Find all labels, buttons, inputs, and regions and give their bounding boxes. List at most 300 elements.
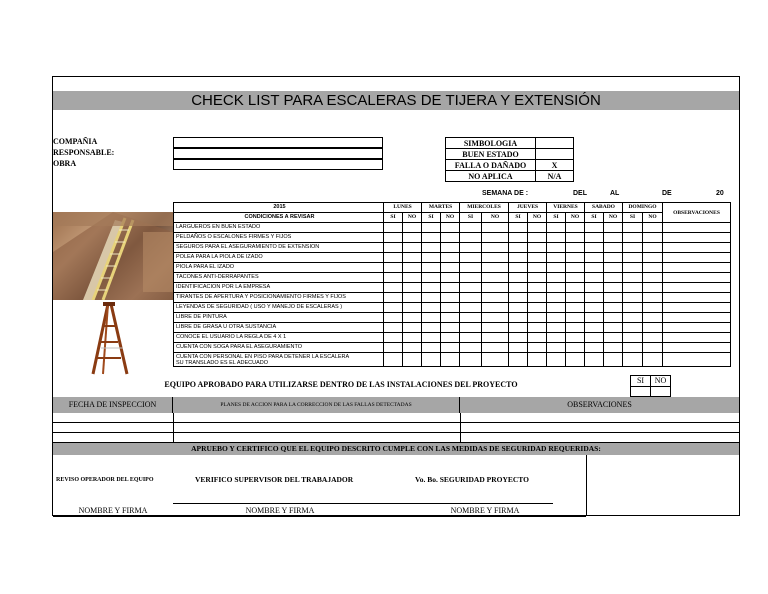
symbology-heading-blank <box>536 138 574 149</box>
check-cell[interactable] <box>509 313 528 323</box>
week-de-label: DE <box>662 190 672 197</box>
check-cell[interactable] <box>585 243 604 253</box>
check-cell[interactable] <box>566 353 585 367</box>
supervisor-name-sign: NOMBRE Y FIRMA <box>245 506 315 515</box>
check-cell[interactable] <box>643 353 663 367</box>
check-cell[interactable] <box>566 253 585 263</box>
observation-cell[interactable] <box>663 273 731 283</box>
check-cell[interactable] <box>460 223 482 233</box>
checklist-row <box>174 293 731 303</box>
check-cell[interactable] <box>528 223 547 233</box>
check-cell[interactable] <box>566 313 585 323</box>
si-header: SI <box>623 213 643 223</box>
observation-cell[interactable] <box>663 303 731 313</box>
check-cell[interactable] <box>528 283 547 293</box>
approval-text: EQUIPO APROBADO PARA UTILIZARSE DENTRO DE LAS INSTALACIONES DEL PROYECTO <box>164 380 518 389</box>
check-cell[interactable] <box>623 263 643 273</box>
no-header: NO <box>528 213 547 223</box>
si-header: SI <box>509 213 528 223</box>
check-cell[interactable] <box>566 283 585 293</box>
observation-cell[interactable] <box>663 233 731 243</box>
check-cell[interactable] <box>528 233 547 243</box>
check-cell[interactable] <box>441 313 460 323</box>
check-cell[interactable] <box>585 283 604 293</box>
check-cell[interactable] <box>403 263 422 273</box>
approval-no-box[interactable] <box>651 387 671 397</box>
check-cell[interactable] <box>643 223 663 233</box>
check-cell[interactable] <box>547 273 566 283</box>
checklist-row <box>174 273 731 283</box>
no-header: NO <box>643 213 663 223</box>
check-cell[interactable] <box>547 333 566 343</box>
check-cell[interactable] <box>422 303 441 313</box>
check-cell[interactable] <box>460 343 482 353</box>
page-title: CHECK LIST PARA ESCALERAS DE TIJERA Y EXTENSIÓN <box>53 91 739 110</box>
symbology-table <box>445 137 574 182</box>
check-cell[interactable] <box>623 223 643 233</box>
check-cell[interactable] <box>509 223 528 233</box>
check-cell[interactable] <box>384 283 403 293</box>
check-cell[interactable] <box>460 353 482 367</box>
checklist-table <box>173 202 731 367</box>
check-cell[interactable] <box>509 283 528 293</box>
checklist-item-label: TIRANTES DE APERTURA Y POSICIONAMIENTO FIRMES Y FIJOS <box>174 293 384 303</box>
approval-si-box[interactable] <box>631 387 651 397</box>
check-cell[interactable] <box>441 243 460 253</box>
checklist-item-last-line2: SU TRANSLADO ES EL ADECUADO <box>176 359 268 366</box>
check-cell[interactable] <box>403 353 422 367</box>
check-cell[interactable] <box>643 303 663 313</box>
checklist-row <box>174 323 731 333</box>
check-cell[interactable] <box>585 323 604 333</box>
check-cell[interactable] <box>441 273 460 283</box>
check-cell[interactable] <box>528 303 547 313</box>
approval-no-label: NO <box>651 376 671 387</box>
check-cell[interactable] <box>403 243 422 253</box>
check-cell[interactable] <box>547 353 566 367</box>
check-cell[interactable] <box>623 313 643 323</box>
checklist-row <box>174 313 731 323</box>
check-cell[interactable] <box>585 263 604 273</box>
responsible-field[interactable] <box>173 148 383 159</box>
ladder-site-image <box>53 212 173 300</box>
check-cell[interactable] <box>528 243 547 253</box>
check-cell[interactable] <box>482 233 509 243</box>
check-cell[interactable] <box>384 343 403 353</box>
check-cell[interactable] <box>482 303 509 313</box>
checklist-item-label: LIBRE DE PINTURA <box>174 313 384 323</box>
check-cell[interactable] <box>509 333 528 343</box>
check-cell[interactable] <box>566 223 585 233</box>
certification-text: APRUEBO Y CERTIFICO QUE EL EQUIPO DESCRITO CUMPLE CON LAS MEDIDAS DE SEGURIDAD REQUERIDAS: <box>53 443 739 455</box>
check-cell[interactable] <box>460 253 482 263</box>
check-cell[interactable] <box>585 273 604 283</box>
symbol-value-good <box>536 149 574 160</box>
check-cell[interactable] <box>585 333 604 343</box>
observation-cell[interactable] <box>663 253 731 263</box>
check-cell[interactable] <box>460 303 482 313</box>
observation-cell[interactable] <box>663 283 731 293</box>
no-header: NO <box>604 213 623 223</box>
check-cell[interactable] <box>384 323 403 333</box>
check-cell[interactable] <box>482 353 509 367</box>
week-label: SEMANA DE : <box>482 190 529 197</box>
check-cell[interactable] <box>460 283 482 293</box>
check-cell[interactable] <box>604 233 623 243</box>
check-cell[interactable] <box>384 263 403 273</box>
day-header-monday: LUNES <box>384 203 422 213</box>
plan-row[interactable] <box>53 433 739 443</box>
check-cell[interactable] <box>460 243 482 253</box>
si-header: SI <box>460 213 482 223</box>
check-cell[interactable] <box>643 343 663 353</box>
check-cell[interactable] <box>643 323 663 333</box>
approval-si-label: SI <box>631 376 651 387</box>
check-cell[interactable] <box>643 293 663 303</box>
check-cell[interactable] <box>482 313 509 323</box>
check-cell[interactable] <box>422 323 441 333</box>
check-cell[interactable] <box>547 343 566 353</box>
check-cell[interactable] <box>623 283 643 293</box>
check-cell[interactable] <box>384 333 403 343</box>
check-cell[interactable] <box>643 283 663 293</box>
plan-row[interactable] <box>53 413 739 423</box>
check-cell[interactable] <box>604 313 623 323</box>
day-header-saturday: SABADO <box>585 203 623 213</box>
checklist-item-label: TACONES ANTI-DERRAPANTES <box>174 273 384 283</box>
checklist-row <box>174 283 731 293</box>
check-cell[interactable] <box>566 233 585 243</box>
check-cell[interactable] <box>585 223 604 233</box>
check-cell[interactable] <box>585 293 604 303</box>
checklist-item-label: CONOCE EL USUARIO LA REGLA DE 4 X 1 <box>174 333 384 343</box>
week-al-label: AL <box>610 190 620 197</box>
symbology-heading: SIMBOLOGIA <box>446 138 536 149</box>
check-cell[interactable] <box>604 243 623 253</box>
observation-cell[interactable] <box>663 313 731 323</box>
work-field[interactable] <box>173 159 383 170</box>
check-cell[interactable] <box>384 253 403 263</box>
check-cell[interactable] <box>547 243 566 253</box>
check-cell[interactable] <box>547 223 566 233</box>
check-cell[interactable] <box>509 273 528 283</box>
check-cell[interactable] <box>528 343 547 353</box>
day-header-thursday: JUEVES <box>509 203 547 213</box>
check-cell[interactable] <box>441 283 460 293</box>
step-ladder-icon <box>53 300 173 378</box>
check-cell[interactable] <box>604 353 623 367</box>
check-cell[interactable] <box>643 263 663 273</box>
check-cell[interactable] <box>566 323 585 333</box>
checklist-row <box>174 233 731 243</box>
check-cell[interactable] <box>604 263 623 273</box>
check-cell[interactable] <box>604 303 623 313</box>
check-cell[interactable] <box>604 253 623 263</box>
check-cell[interactable] <box>441 343 460 353</box>
work-label: OBRA <box>53 159 77 168</box>
check-cell[interactable] <box>482 273 509 283</box>
check-cell[interactable] <box>604 323 623 333</box>
check-cell[interactable] <box>585 233 604 243</box>
checklist-item-label: LEYENDAS DE SEGURIDAD ( USO Y MANEJO DE ESCALERAS ) <box>174 303 384 313</box>
check-cell[interactable] <box>604 283 623 293</box>
check-cell[interactable] <box>441 233 460 243</box>
checklist-item-last <box>174 353 384 367</box>
check-cell[interactable] <box>422 243 441 253</box>
check-cell[interactable] <box>585 353 604 367</box>
check-cell[interactable] <box>509 353 528 367</box>
check-cell[interactable] <box>528 253 547 263</box>
operator-signature-label: REVISO OPERADOR DEL EQUIPO <box>56 477 154 483</box>
check-cell[interactable] <box>403 223 422 233</box>
plan-divider <box>173 413 174 443</box>
checklist-item-label: PIOLA PARA EL IZADO <box>174 263 384 273</box>
checklist-row <box>174 253 731 263</box>
check-cell[interactable] <box>623 253 643 263</box>
check-cell[interactable] <box>547 263 566 273</box>
check-cell[interactable] <box>566 273 585 283</box>
conditions-header: CONDICIONES A REVISAR <box>174 213 384 223</box>
check-cell[interactable] <box>528 323 547 333</box>
signature-box-divider <box>586 455 587 516</box>
step-ladder-drawing <box>53 300 173 378</box>
signature-line <box>173 503 553 504</box>
check-cell[interactable] <box>528 273 547 283</box>
check-cell[interactable] <box>604 273 623 283</box>
check-cell[interactable] <box>547 233 566 243</box>
observation-cell[interactable] <box>663 323 731 333</box>
checklist-item-label: IDENTIFICACION POR LA EMPRESA <box>174 283 384 293</box>
si-header: SI <box>585 213 604 223</box>
check-cell[interactable] <box>585 313 604 323</box>
day-header-wednesday: MIERCOLES <box>460 203 509 213</box>
plan-row[interactable] <box>53 423 739 433</box>
check-cell[interactable] <box>623 303 643 313</box>
observation-cell[interactable] <box>663 293 731 303</box>
check-cell[interactable] <box>422 263 441 273</box>
check-cell[interactable] <box>528 353 547 367</box>
check-cell[interactable] <box>528 293 547 303</box>
signature-line-bottom <box>173 516 586 517</box>
checklist-item-last-line1: CUENTA CON PERSONAL EN PISO PARA DETENER LA ESCALERA <box>176 353 350 360</box>
check-cell[interactable] <box>547 323 566 333</box>
observation-cell[interactable] <box>663 343 731 353</box>
observation-cell[interactable] <box>663 353 731 367</box>
check-cell[interactable] <box>547 253 566 263</box>
check-cell[interactable] <box>384 353 403 367</box>
check-cell[interactable] <box>566 263 585 273</box>
day-header-sunday: DOMINGO <box>623 203 663 213</box>
check-cell[interactable] <box>585 303 604 313</box>
observation-cell[interactable] <box>663 243 731 253</box>
check-cell[interactable] <box>643 273 663 283</box>
check-cell[interactable] <box>547 303 566 313</box>
check-cell[interactable] <box>403 313 422 323</box>
check-cell[interactable] <box>482 323 509 333</box>
check-cell[interactable] <box>482 253 509 263</box>
check-cell[interactable] <box>460 323 482 333</box>
check-cell[interactable] <box>623 333 643 343</box>
check-cell[interactable] <box>604 223 623 233</box>
check-cell[interactable] <box>509 233 528 243</box>
check-cell[interactable] <box>422 293 441 303</box>
check-cell[interactable] <box>403 283 422 293</box>
check-cell[interactable] <box>403 303 422 313</box>
check-cell[interactable] <box>441 333 460 343</box>
check-cell[interactable] <box>623 323 643 333</box>
check-cell[interactable] <box>384 223 403 233</box>
check-cell[interactable] <box>422 343 441 353</box>
check-cell[interactable] <box>403 343 422 353</box>
check-cell[interactable] <box>643 333 663 343</box>
check-cell[interactable] <box>509 263 528 273</box>
company-field[interactable] <box>173 137 383 148</box>
symbol-value-damaged: X <box>536 160 574 171</box>
check-cell[interactable] <box>422 353 441 367</box>
check-cell[interactable] <box>422 273 441 283</box>
inspection-date-header: FECHA DE INSPECCION <box>53 397 173 413</box>
check-cell[interactable] <box>623 343 643 353</box>
check-cell[interactable] <box>441 293 460 303</box>
check-cell[interactable] <box>643 253 663 263</box>
check-cell[interactable] <box>623 233 643 243</box>
checklist-row <box>174 333 731 343</box>
check-cell[interactable] <box>528 313 547 323</box>
check-cell[interactable] <box>403 233 422 243</box>
check-cell[interactable] <box>441 263 460 273</box>
check-cell[interactable] <box>403 253 422 263</box>
checklist-item-label: LIBRE DE GRASA U OTRA SUSTANCIA <box>174 323 384 333</box>
checklist-row <box>174 243 731 253</box>
check-cell[interactable] <box>623 273 643 283</box>
check-cell[interactable] <box>509 243 528 253</box>
check-cell[interactable] <box>643 233 663 243</box>
check-cell[interactable] <box>482 293 509 303</box>
operator-name-sign: NOMBRE Y FIRMA <box>78 506 148 515</box>
check-cell[interactable] <box>460 263 482 273</box>
symbol-label-damaged: FALLA O DAÑADO <box>446 160 536 171</box>
check-cell[interactable] <box>482 343 509 353</box>
check-cell[interactable] <box>482 333 509 343</box>
check-cell[interactable] <box>509 323 528 333</box>
day-header-friday: VIERNES <box>547 203 585 213</box>
check-cell[interactable] <box>547 283 566 293</box>
week-del-label: DEL <box>573 190 587 197</box>
check-cell[interactable] <box>460 313 482 323</box>
check-cell[interactable] <box>441 253 460 263</box>
observation-cell[interactable] <box>663 223 731 233</box>
check-cell[interactable] <box>422 253 441 263</box>
si-header: SI <box>384 213 403 223</box>
plan-observations-header: OBSERVACIONES <box>567 400 632 409</box>
check-cell[interactable] <box>460 273 482 283</box>
company-label: COMPAÑIA <box>53 137 98 146</box>
no-header: NO <box>482 213 509 223</box>
check-cell[interactable] <box>441 303 460 313</box>
si-header: SI <box>547 213 566 223</box>
check-cell[interactable] <box>585 253 604 263</box>
observation-cell[interactable] <box>663 333 731 343</box>
check-cell[interactable] <box>585 343 604 353</box>
check-cell[interactable] <box>566 293 585 303</box>
check-cell[interactable] <box>384 273 403 283</box>
check-cell[interactable] <box>384 233 403 243</box>
ladder-site-photo <box>53 212 173 300</box>
check-cell[interactable] <box>528 263 547 273</box>
check-cell[interactable] <box>384 313 403 323</box>
check-cell[interactable] <box>403 293 422 303</box>
check-cell[interactable] <box>482 263 509 273</box>
check-cell[interactable] <box>528 333 547 343</box>
check-cell[interactable] <box>547 313 566 323</box>
check-cell[interactable] <box>547 293 566 303</box>
check-cell[interactable] <box>566 333 585 343</box>
checklist-item-label: POLEA PARA LA PIOLA DE IZADO <box>174 253 384 263</box>
check-cell[interactable] <box>403 323 422 333</box>
check-cell[interactable] <box>422 223 441 233</box>
check-cell[interactable] <box>623 293 643 303</box>
check-cell[interactable] <box>384 303 403 313</box>
check-cell[interactable] <box>566 243 585 253</box>
checklist-item-label: SEGUROS PARA EL ASEGURAMIENTO DE EXTENSION <box>174 243 384 253</box>
check-cell[interactable] <box>422 313 441 323</box>
check-cell[interactable] <box>441 353 460 367</box>
check-cell[interactable] <box>482 243 509 253</box>
check-cell[interactable] <box>643 243 663 253</box>
checklist-row <box>174 223 731 233</box>
check-cell[interactable] <box>422 283 441 293</box>
day-header-tuesday: MARTES <box>422 203 460 213</box>
check-cell[interactable] <box>441 323 460 333</box>
check-cell[interactable] <box>482 283 509 293</box>
checklist-item-label: LARGUEROS EN BUEN ESTADO <box>174 223 384 233</box>
check-cell[interactable] <box>509 253 528 263</box>
check-cell[interactable] <box>403 273 422 283</box>
safety-signature-label: Vo. Bo. SEGURIDAD PROYECTO <box>415 475 529 484</box>
check-cell[interactable] <box>460 333 482 343</box>
check-cell[interactable] <box>422 233 441 243</box>
check-cell[interactable] <box>623 243 643 253</box>
check-cell[interactable] <box>460 233 482 243</box>
checklist-item-label: CUENTA CON SOGA PARA EL ASEGURAMIENTO <box>174 343 384 353</box>
check-cell[interactable] <box>566 303 585 313</box>
check-cell[interactable] <box>384 243 403 253</box>
check-cell[interactable] <box>604 333 623 343</box>
no-header: NO <box>441 213 460 223</box>
check-cell[interactable] <box>403 333 422 343</box>
symbol-label-na: NO APLICA <box>446 171 536 182</box>
symbol-label-good: BUEN ESTADO <box>446 149 536 160</box>
observation-cell[interactable] <box>663 263 731 273</box>
check-cell[interactable] <box>643 313 663 323</box>
check-cell[interactable] <box>422 333 441 343</box>
check-cell[interactable] <box>384 293 403 303</box>
safety-name-sign: NOMBRE Y FIRMA <box>450 506 520 515</box>
check-cell[interactable] <box>460 293 482 303</box>
check-cell[interactable] <box>604 343 623 353</box>
check-cell[interactable] <box>441 223 460 233</box>
check-cell[interactable] <box>566 343 585 353</box>
check-cell[interactable] <box>604 293 623 303</box>
checklist-row <box>174 303 731 313</box>
check-cell[interactable] <box>509 303 528 313</box>
check-cell[interactable] <box>509 343 528 353</box>
check-cell[interactable] <box>482 223 509 233</box>
si-header: SI <box>422 213 441 223</box>
check-cell[interactable] <box>623 353 643 367</box>
action-plans-header: PLANES DE ACCION PARA LA CORRECCION DE LAS FALLAS DETECTADAS <box>173 397 460 413</box>
check-cell[interactable] <box>509 293 528 303</box>
